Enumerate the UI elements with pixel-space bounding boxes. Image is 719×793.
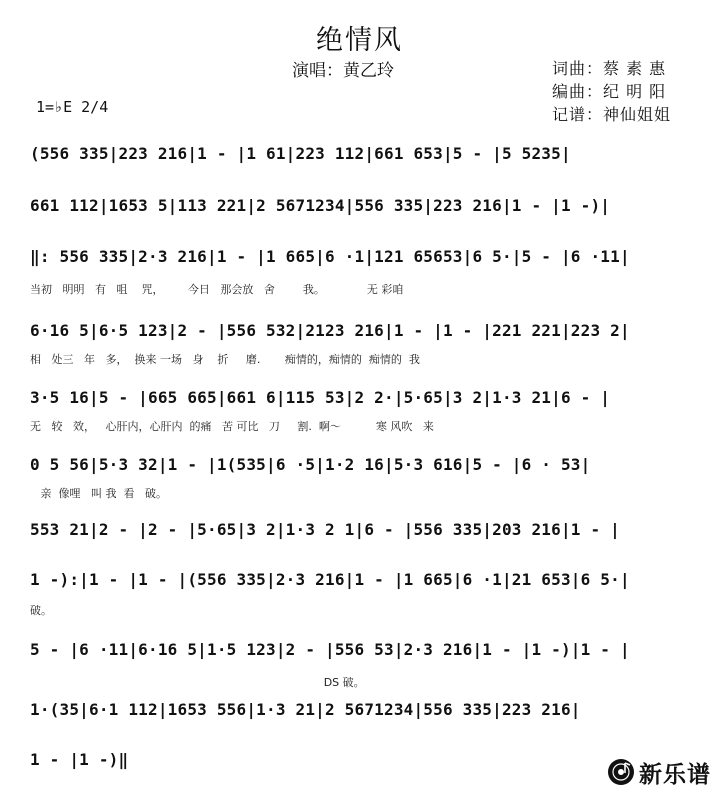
lyric-line: 无 较 效， 心肝内，心肝内 的痛 苦 可比 刀 割. 啊～ 寒 风吹 来 — [30, 420, 434, 433]
lyric-line: 破。 — [30, 604, 52, 617]
staff-line: 3·5 16|5 - |665 665|661 6|115 53|2 2·|5·65|3 2|1·3 21|6 - | — [30, 388, 611, 407]
lyric-line: 相 处三 年 多， 换来 一场 身 折 磨. 痴情的，痴情的 痴情的 我 — [30, 353, 420, 366]
site-logo — [607, 755, 711, 789]
staff-line: 1 -):|1 - |1 - |(556 335|2·3 216|1 - |1 665|6 ·1|21 653|6 5·| — [30, 570, 630, 589]
lyricist-credit: 词曲：蔡 素 惠 — [552, 59, 667, 78]
key-signature: 1=♭E 2/4 — [36, 98, 109, 116]
singer-credit: 演唱：黄乙玲 — [292, 61, 394, 81]
staff-line: (556 335|223 216|1 - |1 61|223 112|661 653|5 - |5 5235| — [30, 144, 571, 163]
transcriber-credit: 记谱：神仙姐姐 — [552, 105, 672, 124]
staff-line: 1·(35|6·1 112|1653 556|1·3 21|2 5671234|556 335|223 216| — [30, 700, 581, 719]
staff-line: 1 - |1 -)‖ — [30, 750, 129, 769]
logo-text: 新乐谱 — [639, 761, 711, 788]
music-disc-icon — [607, 758, 635, 786]
staff-line: 0 5 56|5·3 32|1 - |1(535|6 ·5|1·2 16|5·3 616|5 - |6 · 53| — [30, 455, 591, 474]
staff-line: ‖: 556 335|2·3 216|1 - |1 665|6 ·1|121 65653|6 5·|5 - |6 ·11| — [30, 247, 630, 266]
lyric-line: 当初 明明 有 咀 咒， 今日 那会放 舍 我。 无 彩咱 — [30, 283, 404, 296]
staff-line: 661 112|1653 5|113 221|2 5671234|556 335|223 216|1 - |1 -)| — [30, 196, 611, 215]
lyric-line: 亲 像哩 叫 我 看 破。 — [30, 487, 167, 500]
staff-line: 5 - |6 ·11|6·16 5|1·5 123|2 - |556 53|2·3 216|1 - |1 -)|1 - | — [30, 640, 630, 659]
staff-line: 553 21|2 - |2 - |5·65|3 2|1·3 2 1|6 - |556 335|203 216|1 - | — [30, 520, 620, 539]
lyric-line: DS 破。 — [30, 676, 365, 689]
staff-line: 6·16 5|6·5 123|2 - |556 532|2123 216|1 - |1 - |221 221|223 2| — [30, 321, 630, 340]
song-title: 绝情风 — [316, 25, 403, 56]
arranger-credit: 编曲：纪 明 阳 — [552, 82, 667, 101]
